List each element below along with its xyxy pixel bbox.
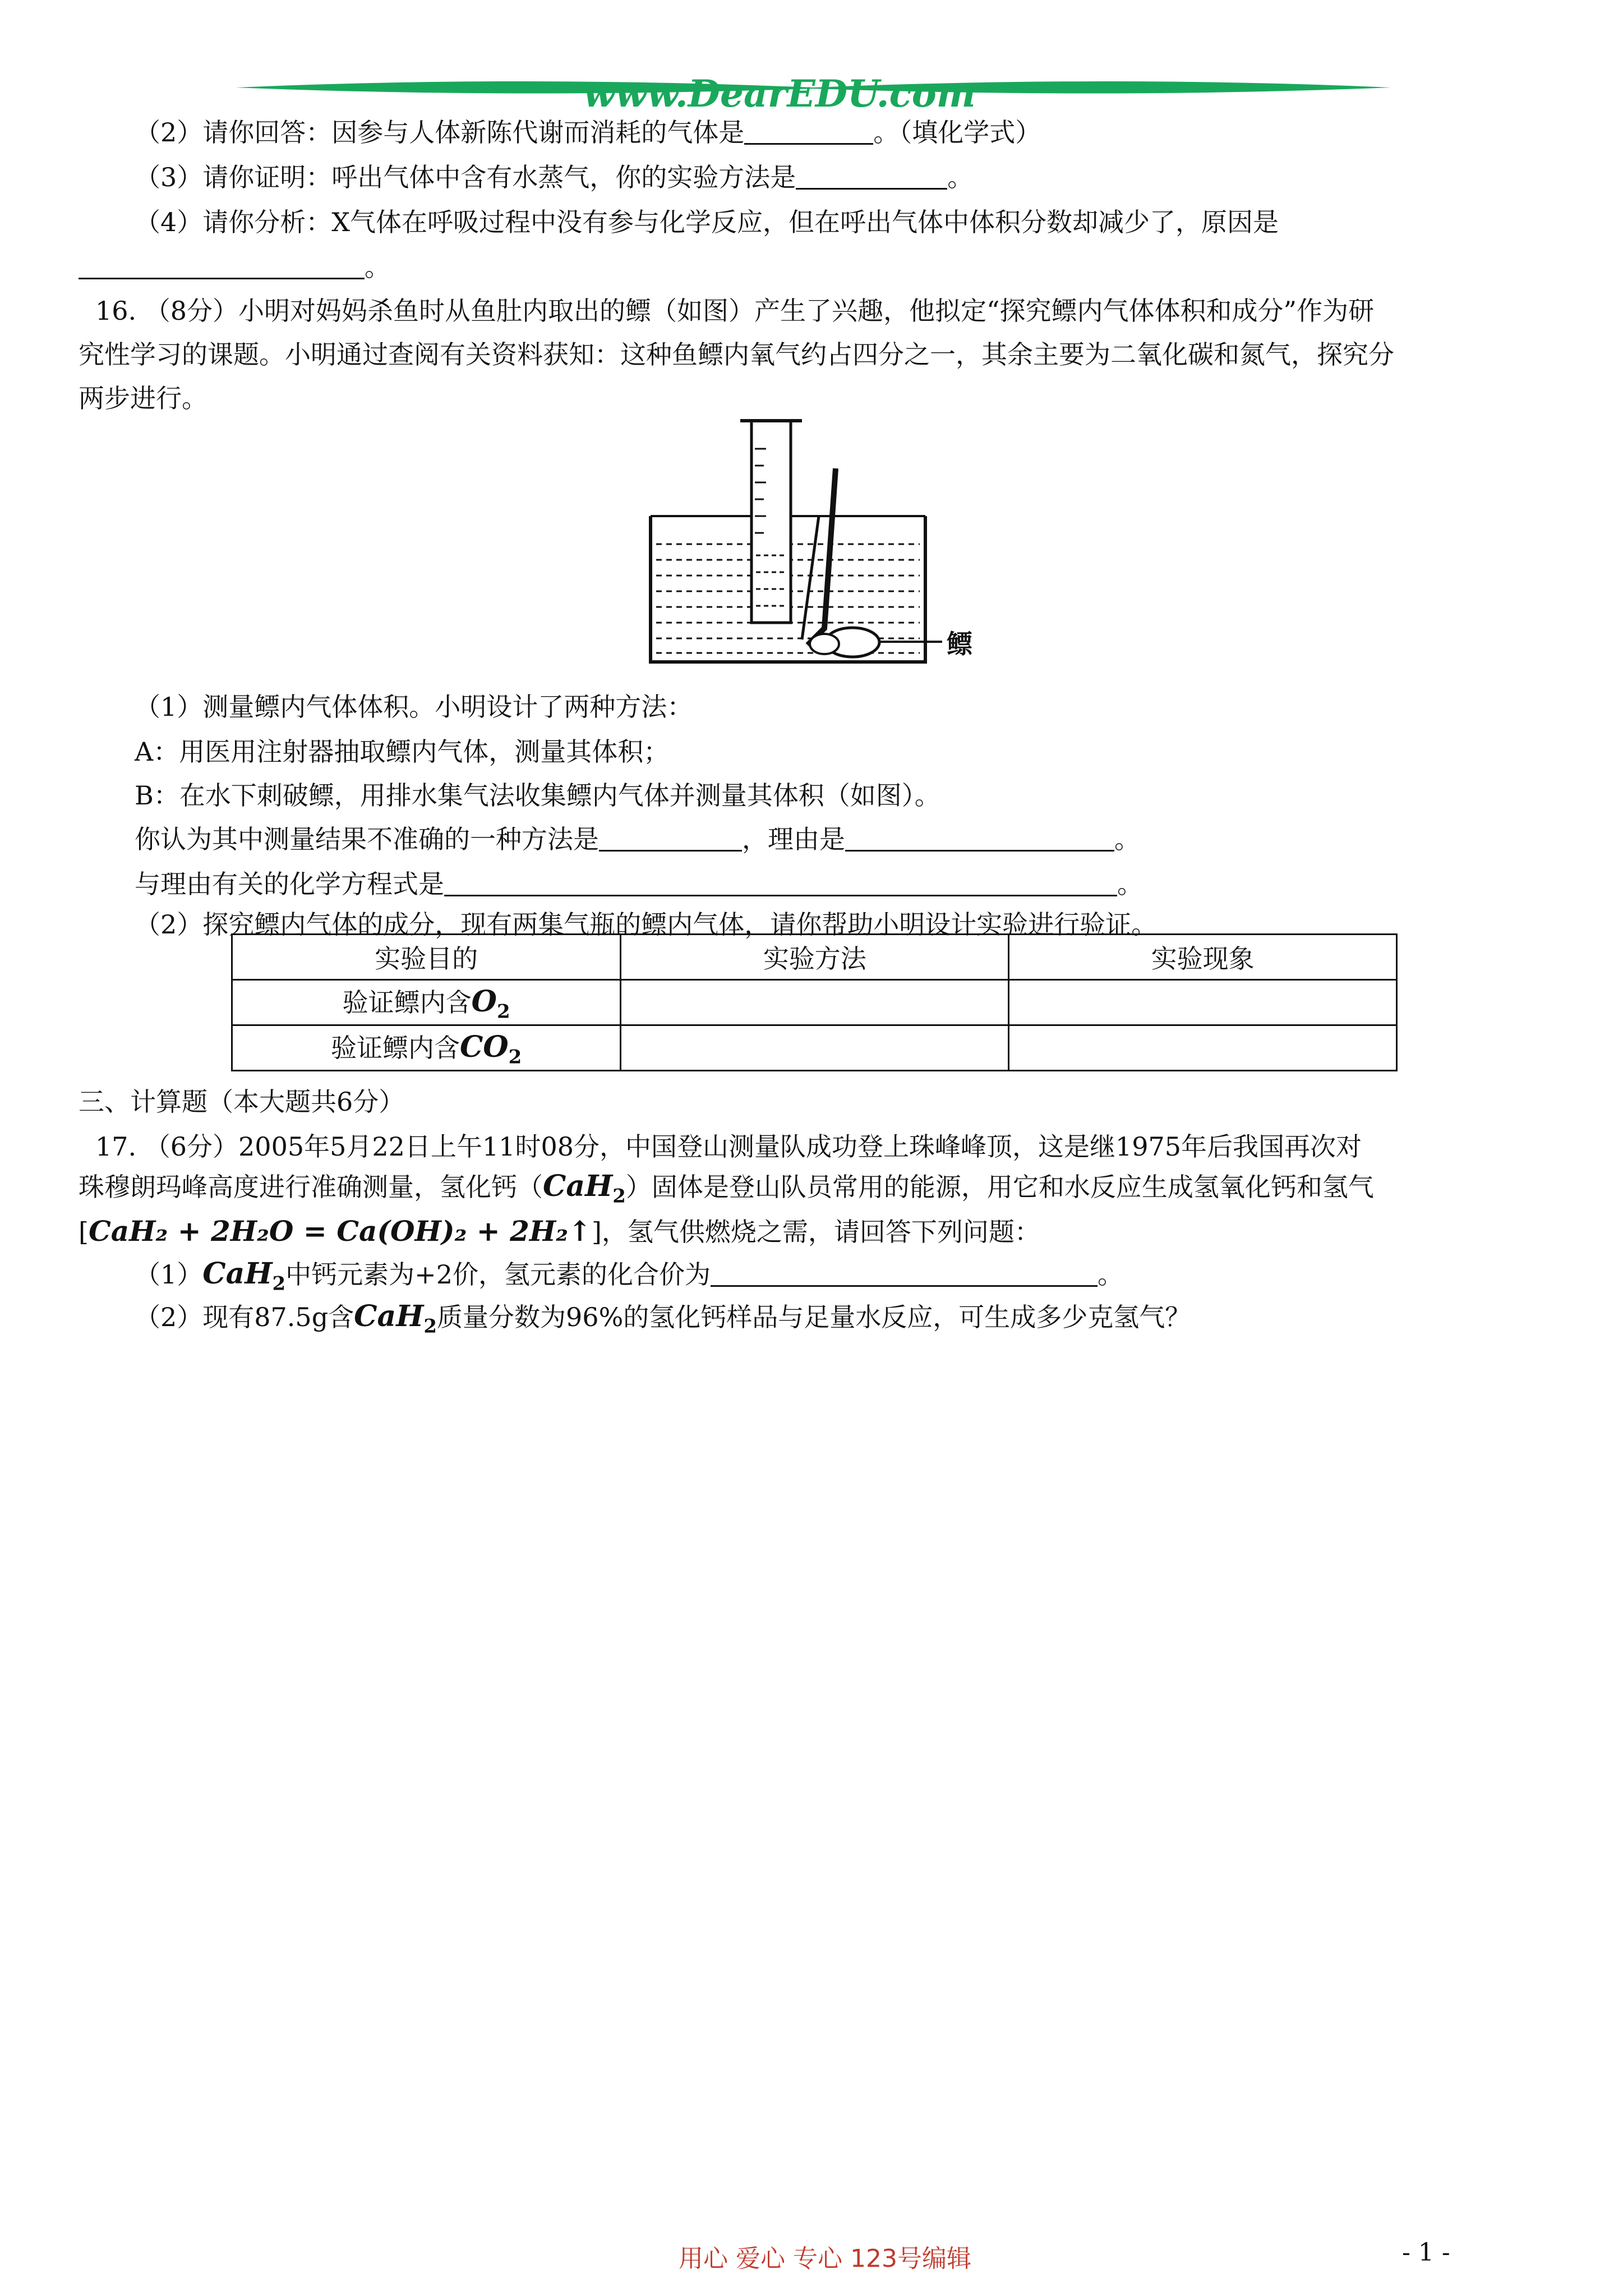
q17-part2 (135, 1297, 1191, 1337)
header-phenomenon: 实验现象 (1009, 935, 1397, 980)
q16-equation-line (135, 864, 1143, 901)
row-purpose-co2 (232, 1025, 621, 1071)
formula-o2 (471, 984, 510, 1023)
table-header-row (232, 935, 1397, 980)
formula-sub: 2 (496, 1000, 510, 1023)
banner-text: www.DearEDU.com (583, 72, 976, 116)
q16-method-blank[interactable] (599, 827, 742, 852)
row-method-cell[interactable] (621, 980, 1009, 1025)
q17-line3-tail: ]，氢气供燃烧之需，请回答下列问题： (591, 1217, 1040, 1247)
q15-part3-text: （3）请你证明：呼出气体中含有水蒸气，你的实验方法是 (135, 162, 796, 192)
formula-cah2 (354, 1299, 437, 1338)
reaction-equation: CaH₂ + 2H₂O = Ca(OH)₂ + 2H₂↑ (88, 1214, 592, 1248)
experiment-table (231, 933, 1398, 1071)
row-purpose-o2 (232, 980, 621, 1025)
formula-sub: 2 (423, 1315, 437, 1338)
formula-base: CO (459, 1029, 509, 1064)
formula-cah2 (543, 1169, 626, 1208)
q17-part1-tail: 。 (1097, 1259, 1123, 1290)
water-displacement-apparatus-icon (639, 415, 987, 673)
q17-part1-text: 中钙元素为+2价，氢元素的化合价为 (285, 1259, 711, 1290)
footer-text: 用心 爱心 专心 123号编辑 (679, 2244, 971, 2273)
q17-line1: 17. （6分）2005年5月22日上午11时08分，中国登山测量队成功登上珠峰峰顶，这是继1975年后我国再次对 (95, 1131, 1362, 1162)
q15-part4-blank[interactable] (79, 255, 365, 279)
q15-part4-tail: 。 (365, 252, 390, 282)
row-phenomenon-cell[interactable] (1009, 980, 1397, 1025)
formula-base: CaH (354, 1299, 424, 1333)
q16-part2: （2）探究鳔内气体的成分，现有两集气瓶的鳔内气体，请你帮助小明设计实验进行验证。 (135, 909, 1158, 940)
formula-sub: 2 (612, 1185, 626, 1208)
q16-line1: 16. （8分）小明对妈妈杀鱼时从鱼肚内取出的鳔（如图）产生了兴趣，他拟定“探究鳔内气体体积和成分”作为研 (95, 296, 1375, 326)
formula-cah2 (202, 1257, 286, 1295)
q16-equation-text: 与理由有关的化学方程式是 (135, 869, 444, 899)
q17-line2-text: 珠穆朗玛峰高度进行准确测量，氢化钙（ (79, 1172, 543, 1202)
formula-base: O (471, 984, 497, 1019)
q17-line3 (79, 1212, 1040, 1249)
q15-part2-tail: 。（填化学式） (873, 117, 1041, 148)
header-purpose: 实验目的 (232, 935, 621, 980)
q15-part3 (135, 157, 973, 194)
q17-part2-tail: 质量分数为96%的氢化钙样品与足量水反应，可生成多少克氢气？ (437, 1302, 1191, 1332)
page-number: - 1 - (1402, 2238, 1450, 2267)
purpose-text: 验证鳔内含 (330, 1032, 460, 1063)
section3-title: 三、计算题（本大题共6分） (79, 1087, 405, 1117)
figure-label: 鳔 (947, 629, 972, 659)
q17-part1 (135, 1254, 1123, 1295)
q16-equation-tail: 。 (1117, 869, 1143, 899)
q15-part3-tail: 。 (947, 162, 974, 192)
q15-part4: （4）请你分析：X气体在呼吸过程中没有参与化学反应，但在呼出气体中体积分数却减少了，原因是 (135, 207, 1279, 237)
q16-method-a: A：用医用注射器抽取鳔内气体，测量其体积； (135, 737, 670, 767)
table-row (232, 1025, 1397, 1071)
header-method: 实验方法 (621, 935, 1009, 980)
row-phenomenon-cell[interactable] (1009, 1025, 1397, 1071)
q17-line2-tail: ）固体是登山队员常用的能源，用它和水反应生成氢氧化钙和氢气 (625, 1172, 1374, 1202)
formula-sub: 2 (272, 1272, 286, 1295)
q16-answer-text: 你认为其中测量结果不准确的一种方法是 (135, 824, 599, 854)
q15-part2-blank[interactable] (744, 121, 873, 145)
q16-reason-blank[interactable] (845, 827, 1114, 852)
formula-sub: 2 (508, 1046, 522, 1069)
equation-bracket: [ (79, 1217, 89, 1247)
apparatus-figure (639, 415, 987, 673)
formula-base: CaH (202, 1257, 273, 1291)
q16-line3: 两步进行。 (79, 383, 208, 413)
table-row (232, 980, 1397, 1025)
q16-equation-blank[interactable] (444, 872, 1117, 896)
q16-line2: 究性学习的课题。小明通过查阅有关资料获知：这种鱼鳔内氧气约占四分之一，其余主要为二氧化碳和氮气，探究分 (79, 339, 1394, 370)
row-method-cell[interactable] (621, 1025, 1009, 1071)
q17-valence-blank[interactable] (711, 1263, 1098, 1287)
formula-co2 (459, 1029, 522, 1069)
purpose-text: 验证鳔内含 (342, 987, 472, 1018)
q16-part1: （1）测量鳔内气体体积。小明设计了两种方法： (135, 692, 693, 722)
q16-method-b: B：在水下刺破鳔，用排水集气法收集鳔内气体并测量其体积（如图）。 (135, 780, 940, 811)
q15-part2-text: （2）请你回答：因参与人体新陈代谢而消耗的气体是 (135, 117, 745, 148)
q15-part3-blank[interactable] (796, 165, 947, 190)
q16-answer-tail: 。 (1114, 824, 1140, 854)
q16-reason-text: ，理由是 (742, 824, 845, 854)
q17-line2 (79, 1167, 1374, 1207)
q17-part1-num: （1） (135, 1259, 203, 1290)
q15-part2 (135, 112, 1041, 149)
formula-base: CaH (543, 1169, 613, 1203)
q16-answer-line (135, 819, 1140, 856)
q15-part4-answer (79, 247, 390, 284)
q17-part2-text: （2）现有87.5g含 (135, 1302, 354, 1332)
